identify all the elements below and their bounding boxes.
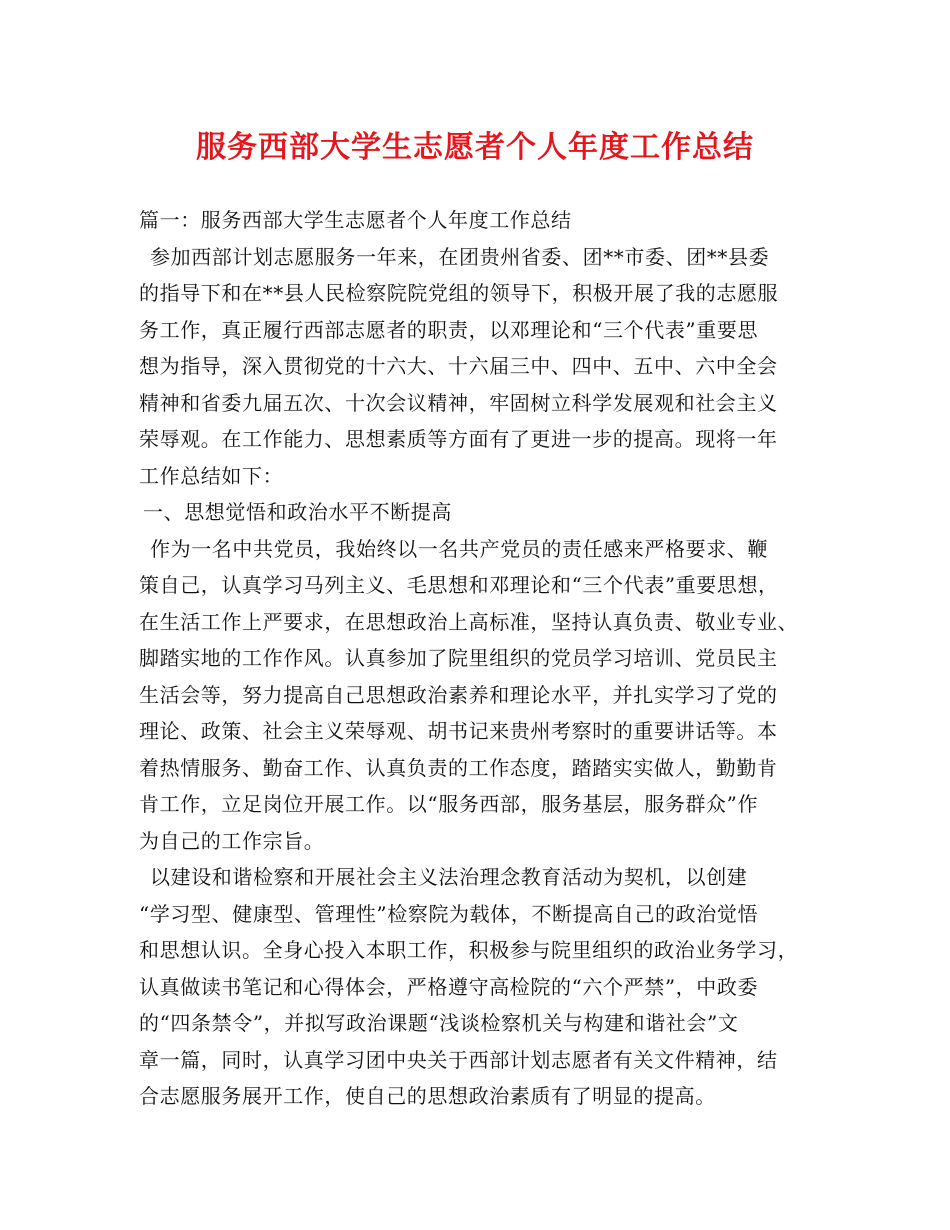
body-line: 篇一：服务西部大学生志愿者个人年度工作总结	[139, 208, 572, 232]
body-line: 务工作，真正履行西部志愿者的职责，以邓理论和“三个代表”重要思	[139, 317, 759, 342]
body-line: 脚踏实地的工作作风。认真参加了院里组织的党员学习培训、党员民主	[139, 646, 778, 670]
body-line: 以建设和谐检察和开展社会主义法治理念教育活动为契机，以创建	[150, 865, 748, 889]
body-line: 理论、政策、社会主义荣辱观、胡书记来贵州考察时的重要讲话等。本	[139, 719, 778, 743]
body-line: 合志愿服务展开工作，使自己的思想政治素质有了明显的提高。	[139, 1084, 716, 1108]
body-line: 和思想认识。全身心投入本职工作，积极参与院里组织的政治业务学习，	[139, 938, 799, 962]
body-line: 精神和省委九届五次、十次会议精神，牢固树立科学发展观和社会主义	[139, 390, 778, 415]
body-line: 荣辱观。在工作能力、思想素质等方面有了更进一步的提高。现将一年	[139, 427, 778, 451]
document-title: 服务西部大学生志愿者个人年度工作总结	[196, 130, 754, 165]
body-line: 一、思想觉悟和政治水平不断提高	[143, 500, 452, 524]
body-line: 工作总结如下：	[139, 463, 284, 488]
body-line: “学习型、健康型、管理性”检察院为载体，不断提高自己的政治觉悟	[139, 901, 759, 926]
body-line: 生活会等，努力提高自己思想政治素养和理论水平，并扎实学习了党的	[139, 682, 778, 707]
body-line: 作为一名中共党员，我始终以一名共产党员的责任感来严格要求、鞭	[150, 536, 768, 561]
body-line: 策自己，认真学习马列主义、毛思想和邓理论和“三个代表”重要思想，	[139, 573, 779, 597]
body-line: 为自己的工作宗旨。	[139, 828, 325, 853]
body-line: 章一篇，同时，认真学习团中央关于西部计划志愿者有关文件精神，结	[139, 1047, 778, 1072]
body-line: 认真做读书笔记和心得体会，严格遵守高检院的“六个严禁”，中政委	[139, 974, 759, 999]
body-line: 在生活工作上严要求，在思想政治上高标准，坚持认真负责、敬业专业、	[139, 609, 799, 634]
body-line: 的“四条禁令”，并拟写政治课题“浅谈检察机关与构建和谐社会”文	[139, 1011, 739, 1035]
body-line: 肯工作，立足岗位开展工作。以“服务西部，服务基层，服务群众”作	[139, 792, 759, 816]
body-line: 想为指导，深入贯彻党的十六大、十六届三中、四中、五中、六中全会	[139, 354, 778, 378]
body-line: 着热情服务、勤奋工作、认真负责的工作态度，踏踏实实做人，勤勤肯	[139, 755, 778, 780]
document-body	[139, 202, 815, 1115]
body-line: 参加西部计划志愿服务一年来，在团贵州省委、团**市委、团**县委	[150, 244, 770, 269]
body-line: 的指导下和在**县人民检察院院党组的领导下，积极开展了我的志愿服	[139, 281, 779, 305]
